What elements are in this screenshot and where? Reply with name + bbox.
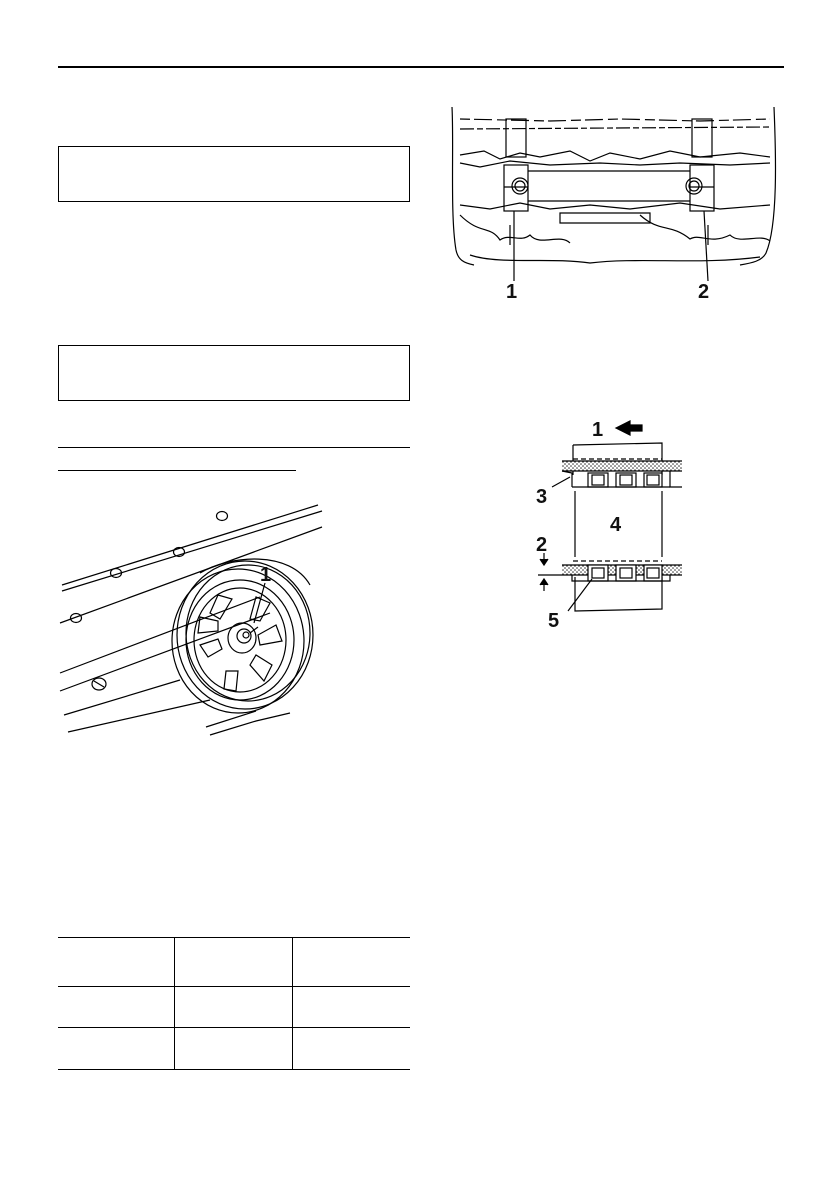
notice-box-1 (58, 146, 410, 202)
notice-box-2 (58, 345, 410, 401)
diagram-callout-3: 3 (536, 486, 548, 508)
table-cell (58, 1028, 175, 1070)
figure-track-alignment (440, 105, 780, 305)
alignment-callout-2: 2 (698, 281, 710, 303)
table-cell (175, 1028, 292, 1070)
track-alignment-illustration (440, 105, 780, 305)
table-row (58, 987, 410, 1028)
diagram-callout-1: 1 (592, 419, 604, 441)
diagram-callout-5: 5 (548, 610, 560, 632)
figure-track-diagram (520, 415, 700, 635)
section-rule-1 (58, 447, 410, 448)
table-row (58, 938, 410, 987)
section-rule-2 (58, 470, 296, 471)
diagram-callout-4: 4 (610, 514, 622, 536)
wheel-illustration (60, 495, 360, 740)
header-rule (58, 66, 784, 68)
table-cell (292, 1028, 410, 1070)
table-cell (175, 938, 292, 987)
table-cell (175, 987, 292, 1028)
spec-table (58, 937, 410, 1070)
figure-wheel (60, 495, 360, 740)
table-cell (292, 987, 410, 1028)
table-cell (58, 938, 175, 987)
table-cell (58, 987, 175, 1028)
diagram-callout-2: 2 (536, 534, 548, 556)
table-row (58, 1028, 410, 1070)
alignment-callout-1: 1 (506, 281, 518, 303)
table-cell (292, 938, 410, 987)
wheel-callout-1: 1 (260, 564, 272, 586)
